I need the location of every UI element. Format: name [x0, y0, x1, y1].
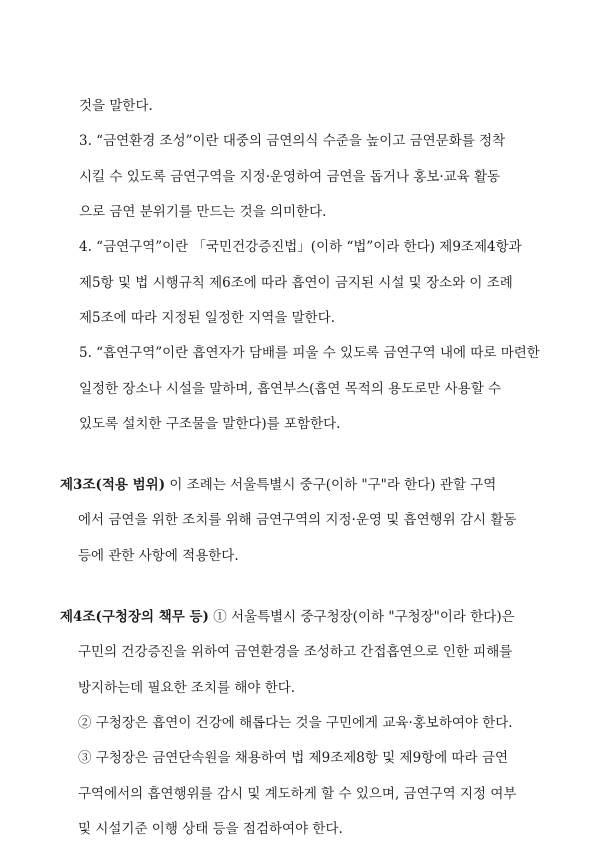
article-3-heading: 제3조(적용 범위) [60, 477, 166, 493]
article-4-line: 방지하는데 필요한 조치를 해야 한다. [78, 680, 296, 696]
definition-line: 5. “흡연구역”이란 흡연자가 담배를 피울 수 있도록 금연구역 내에 따로 마련한 [79, 345, 540, 361]
article-3-line: 에서 금연을 위한 조치를 위해 금연구역의 지정·운영 및 흡연행위 감시 활동 [78, 512, 517, 528]
definition-line: 4. “금연구역”이란 「국민건강증진법」(이하 “법”이라 한다) 제9조제4항과 [79, 239, 522, 255]
definition-line: 으로 금연 분위기를 만드는 것을 의미한다. [79, 204, 327, 220]
article-4-line: 및 시설기준 이행 상태 등을 점검하여야 한다. [78, 821, 343, 837]
definition-line: 있도록 설치한 구조물을 말한다)를 포함한다. [79, 416, 341, 432]
article-4-line: ② 구청장은 흡연이 건강에 해롭다는 것을 구민에게 교육·홍보하여야 한다. [78, 715, 513, 731]
definition-line: 일정한 장소나 시설을 말하며, 흡연부스(흡연 목적의 용도로만 사용할 수 [79, 381, 502, 397]
article-3-text: 이 조례는 서울특별시 중구(이하 "구"라 한다) 관할 구역 [165, 477, 497, 493]
article-4-line: ③ 구청장은 금연단속원을 채용하여 법 제9조제8항 및 제9항에 따라 금연 [78, 750, 508, 766]
article-4-line: 구역에서의 흡연행위를 감시 및 계도하게 할 수 있으며, 금연구역 지정 여부 [78, 786, 517, 802]
definition-line: 제5항 및 법 시행규칙 제6조에 따라 흡연이 금지된 시설 및 장소와 이 조례 [79, 275, 513, 291]
article-3-line: 등에 관한 사항에 적용한다. [78, 548, 239, 564]
definition-line: 시킬 수 있도록 금연구역을 지정·운영하여 금연을 돕거나 홍보·교육 활동 [79, 169, 501, 185]
definition-line: 제5조에 따라 지정된 일정한 지역을 말한다. [79, 310, 336, 326]
article-4-heading: 제4조(구청장의 책무 등) [60, 609, 209, 625]
article-3-first-line [60, 475, 496, 495]
article-4-text: ① 서울특별시 중구청장(이하 "구청장"이라 한다)은 [208, 609, 515, 625]
definition-line: 것을 말한다. [79, 98, 153, 114]
definition-line: 3. “금연환경 조성”이란 대중의 금연의식 수준을 높이고 금연문화를 정착 [79, 133, 506, 149]
article-4-line: 구민의 건강증진을 위하여 금연환경을 조성하고 간접흡연으로 인한 피해를 [78, 644, 513, 660]
article-4-first-line [60, 607, 515, 627]
